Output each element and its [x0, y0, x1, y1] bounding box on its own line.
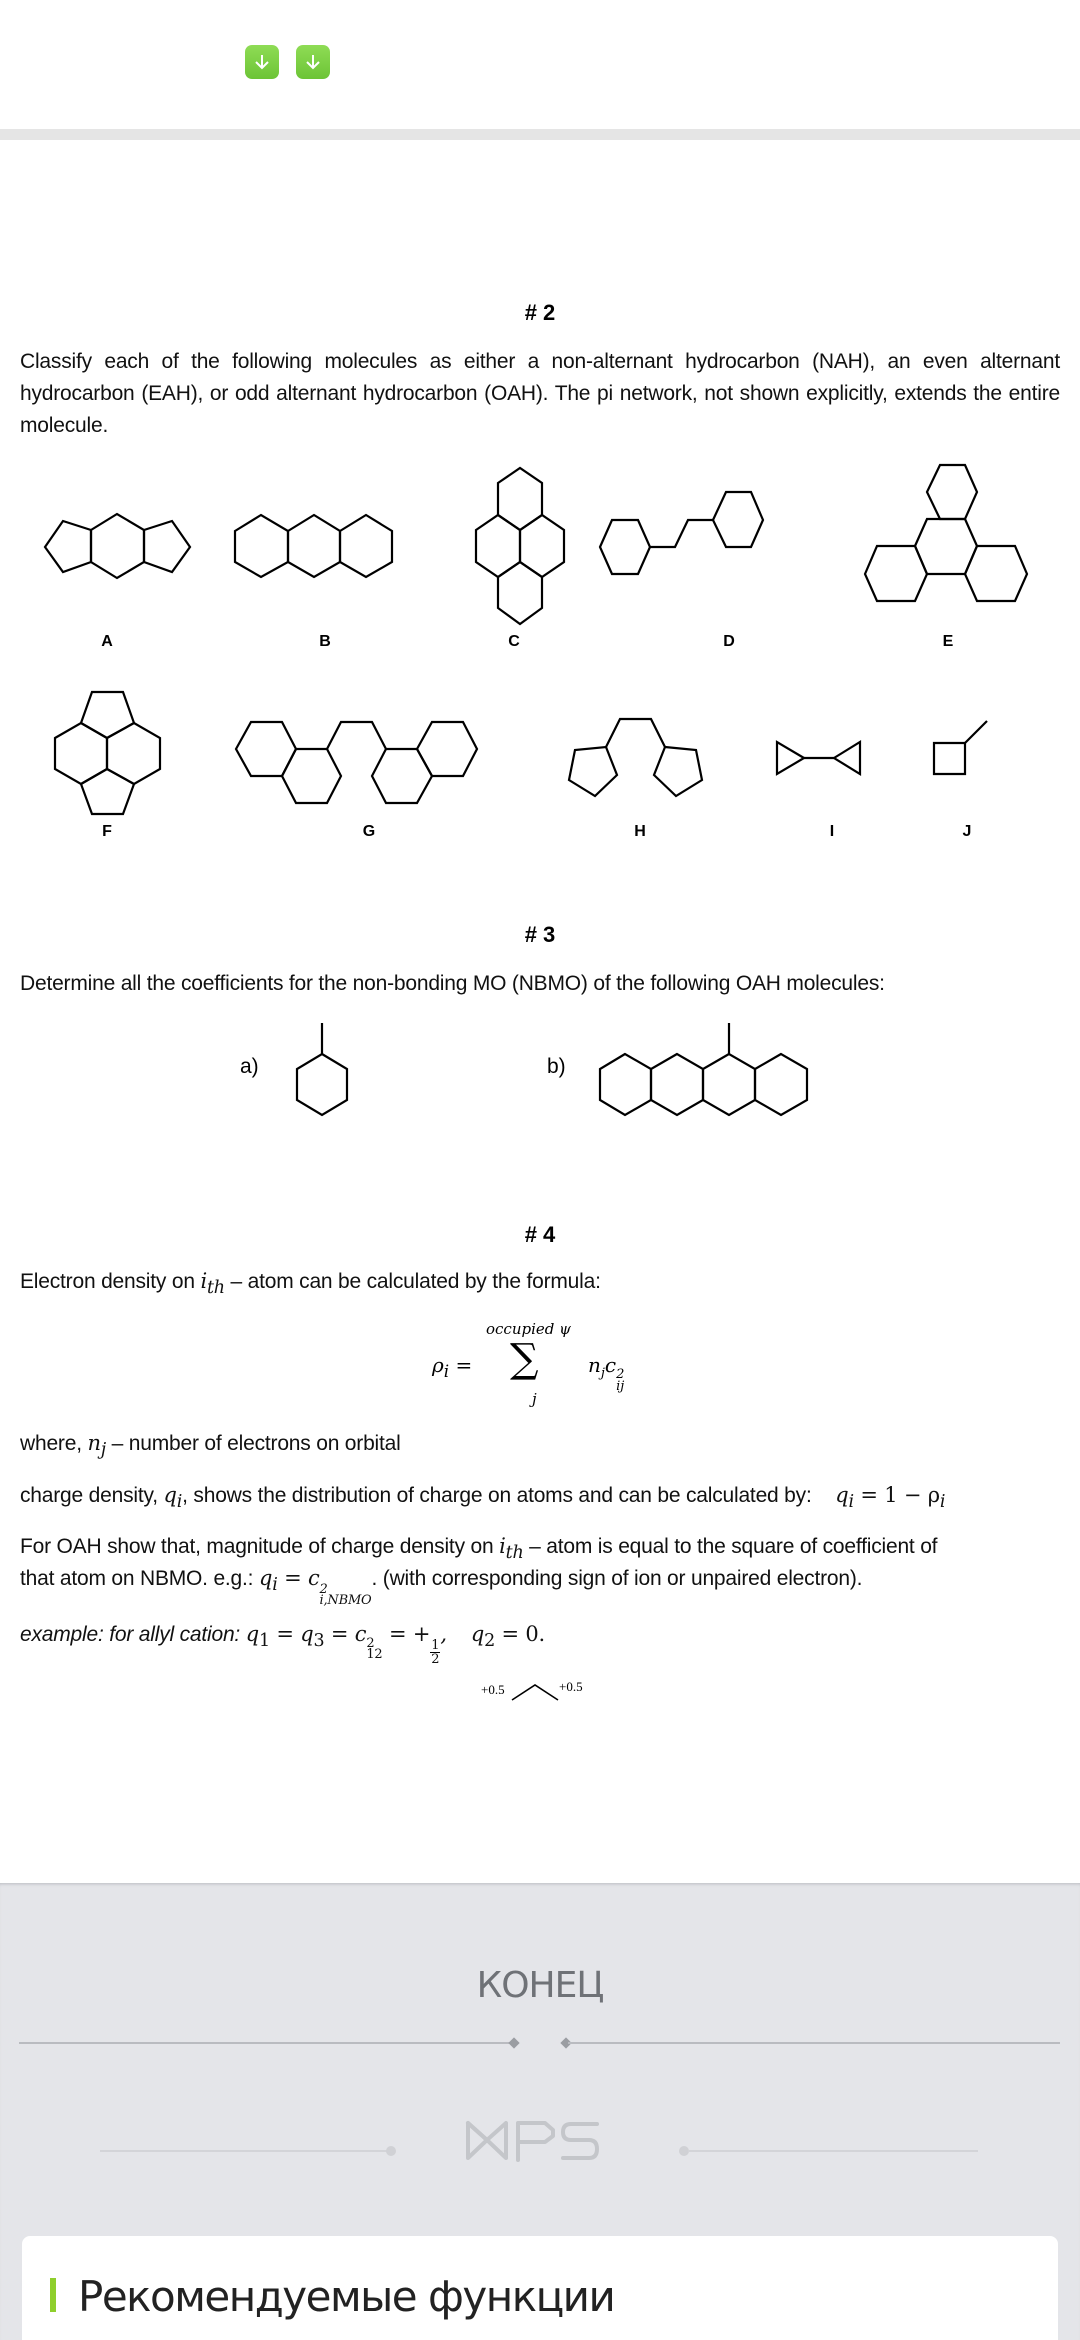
math-var: q: [245, 1622, 259, 1646]
molecule-3b-label: b): [547, 1055, 566, 1078]
download-button-2[interactable]: [296, 45, 330, 79]
logo-line-left: [100, 2150, 390, 2152]
molecule-j: [934, 721, 987, 774]
math-sub: j: [100, 1440, 107, 1461]
formula-lhs: [432, 1353, 472, 1381]
sum-lower-limit: j: [532, 1390, 537, 1408]
molecule-label-c: C: [508, 633, 520, 650]
molecule-h: [569, 719, 702, 796]
math-var: = c: [324, 1622, 367, 1646]
where-line: [20, 1427, 1060, 1466]
page-separator: [0, 129, 1080, 140]
text-segment: . (with corresponding sign of ion or unpaired electron).: [371, 1567, 863, 1590]
text-segment: – number of electrons on orbital: [106, 1432, 401, 1455]
math-sub: 12: [366, 1647, 383, 1662]
example-line: [20, 1618, 1060, 1666]
allyl-charge-right: +0.5: [559, 1679, 583, 1694]
sum-symbol: ∑: [510, 1336, 539, 1382]
math-sub: 2: [484, 1631, 496, 1652]
divider-diamond: [508, 2037, 519, 2048]
molecule-g: [236, 722, 477, 803]
molecule-label-b: B: [319, 633, 331, 650]
question-3-text: Determine all the coefficients for the non-bonding MO (NBMO) of the following OAH molecules:: [20, 972, 885, 995]
wps-logo-icon: [465, 2118, 600, 2163]
rho-sub: i: [443, 1362, 450, 1381]
math-sub: i: [176, 1492, 183, 1513]
logo-dot: [386, 2146, 396, 2156]
c-sub: ij: [616, 1379, 625, 1394]
text-segment: – atom is equal to the square of coefficient of: [523, 1535, 938, 1558]
math-sub: i: [939, 1492, 946, 1513]
molecule-label-e: E: [942, 633, 954, 650]
molecule-label-h: H: [634, 823, 646, 840]
question-3-heading: # 3: [524, 922, 556, 947]
logo-line-right: [688, 2150, 978, 2152]
math-sub: 3: [313, 1631, 325, 1652]
math-sup: 2: [366, 1636, 375, 1651]
math-var: q: [835, 1483, 849, 1507]
math-sub: th: [206, 1278, 225, 1299]
text-segment: where,: [20, 1432, 88, 1455]
molecule-i: [777, 742, 860, 774]
text-segment: Electron density on: [20, 1270, 201, 1293]
math-text: ,: [440, 1622, 447, 1646]
recommended-features-card: [22, 2236, 1058, 2340]
math-var: i: [200, 1269, 207, 1293]
n: n: [588, 1353, 601, 1377]
math-var: q: [470, 1622, 485, 1646]
molecule-label-d: D: [723, 633, 735, 650]
molecule-3a-label: a): [240, 1055, 259, 1078]
math-sub: i: [272, 1575, 278, 1596]
equals: =: [449, 1353, 473, 1377]
text-segment: For OAH show that, magnitude of charge density on: [20, 1535, 500, 1558]
math-sub: th: [505, 1543, 524, 1564]
charge-density-line: [20, 1479, 1080, 1518]
molecule-label-i: I: [829, 823, 835, 840]
recommended-features-title: Рекомендуемые функции: [78, 2272, 615, 2321]
math-text: = +: [382, 1622, 431, 1646]
molecule-label-j: J: [962, 823, 972, 840]
oah-line-2: [20, 1562, 1060, 1606]
c: c: [604, 1353, 617, 1377]
math-text: = 0.: [495, 1622, 545, 1646]
end-text: КОНЕЦ: [476, 1965, 604, 2006]
math-text: = c: [277, 1566, 320, 1590]
math-sub: 1: [258, 1631, 270, 1652]
text-segment: , shows the distribution of charge on atoms and can be calculated by:: [182, 1484, 812, 1507]
math-var: q: [258, 1566, 273, 1590]
molecule-label-f: F: [102, 823, 112, 840]
download-arrow-icon: [303, 52, 323, 72]
download-button-1[interactable]: [245, 45, 279, 79]
allyl-cation-diagram: [512, 1685, 558, 1700]
rho: ρ: [432, 1353, 444, 1377]
molecule-label-g: G: [362, 823, 376, 840]
molecule-c: [476, 468, 564, 624]
molecule-f: [55, 692, 160, 814]
math-sup: 2: [319, 1582, 328, 1597]
question-4-heading: # 4: [524, 1222, 556, 1247]
molecule-3b: [600, 1023, 807, 1115]
electron-density-line: [20, 1265, 1060, 1304]
text-segment: – atom can be calculated by the formula:: [224, 1270, 601, 1293]
math-var: n: [87, 1431, 101, 1455]
math-text: = 1 − ρ: [853, 1483, 940, 1507]
math-var: q: [163, 1483, 177, 1507]
card-accent-bar: [50, 2278, 56, 2312]
text-segment: charge density,: [20, 1484, 164, 1507]
fraction-denominator: 2: [431, 1652, 440, 1667]
molecule-a: [45, 514, 190, 578]
allyl-charge-left: +0.5: [481, 1682, 505, 1697]
math-sub: i: [848, 1492, 854, 1513]
c-sup: 2: [616, 1367, 625, 1382]
formula-rhs: [588, 1353, 624, 1393]
n-sub: j: [600, 1366, 605, 1381]
fraction-numerator: 1: [431, 1638, 440, 1653]
question-2-text: Classify each of the following molecules as either a non-alternant hydrocarbon (NAH), an even alternant hydrocarbon (EAH), or odd alternant hydrocarbon (OAH). The pi network, not shown explicitly, extends the entire molecule.: [20, 350, 1060, 437]
sum-upper-limit: occupied ψ: [486, 1320, 571, 1338]
download-arrow-icon: [252, 52, 272, 72]
math-var: = q: [269, 1622, 314, 1646]
end-of-document-footer: [0, 1883, 1080, 2340]
question-2-heading: # 2: [524, 300, 556, 325]
molecule-3a: [297, 1023, 347, 1115]
example-label: example: for allyl cation:: [20, 1623, 241, 1646]
math-var: i: [499, 1534, 506, 1558]
molecule-label-a: A: [101, 633, 113, 650]
text-segment: that atom on NBMO. e.g.:: [20, 1567, 259, 1590]
molecule-d: [600, 492, 763, 574]
top-toolbar: [0, 0, 1080, 128]
document-page: [0, 140, 1080, 1883]
divider-line-right: [568, 2042, 1060, 2044]
divider-line-left: [19, 2042, 513, 2044]
molecule-b: [235, 515, 392, 577]
math-sub: i,NBMO: [319, 1593, 372, 1608]
molecule-e: [865, 465, 1027, 601]
